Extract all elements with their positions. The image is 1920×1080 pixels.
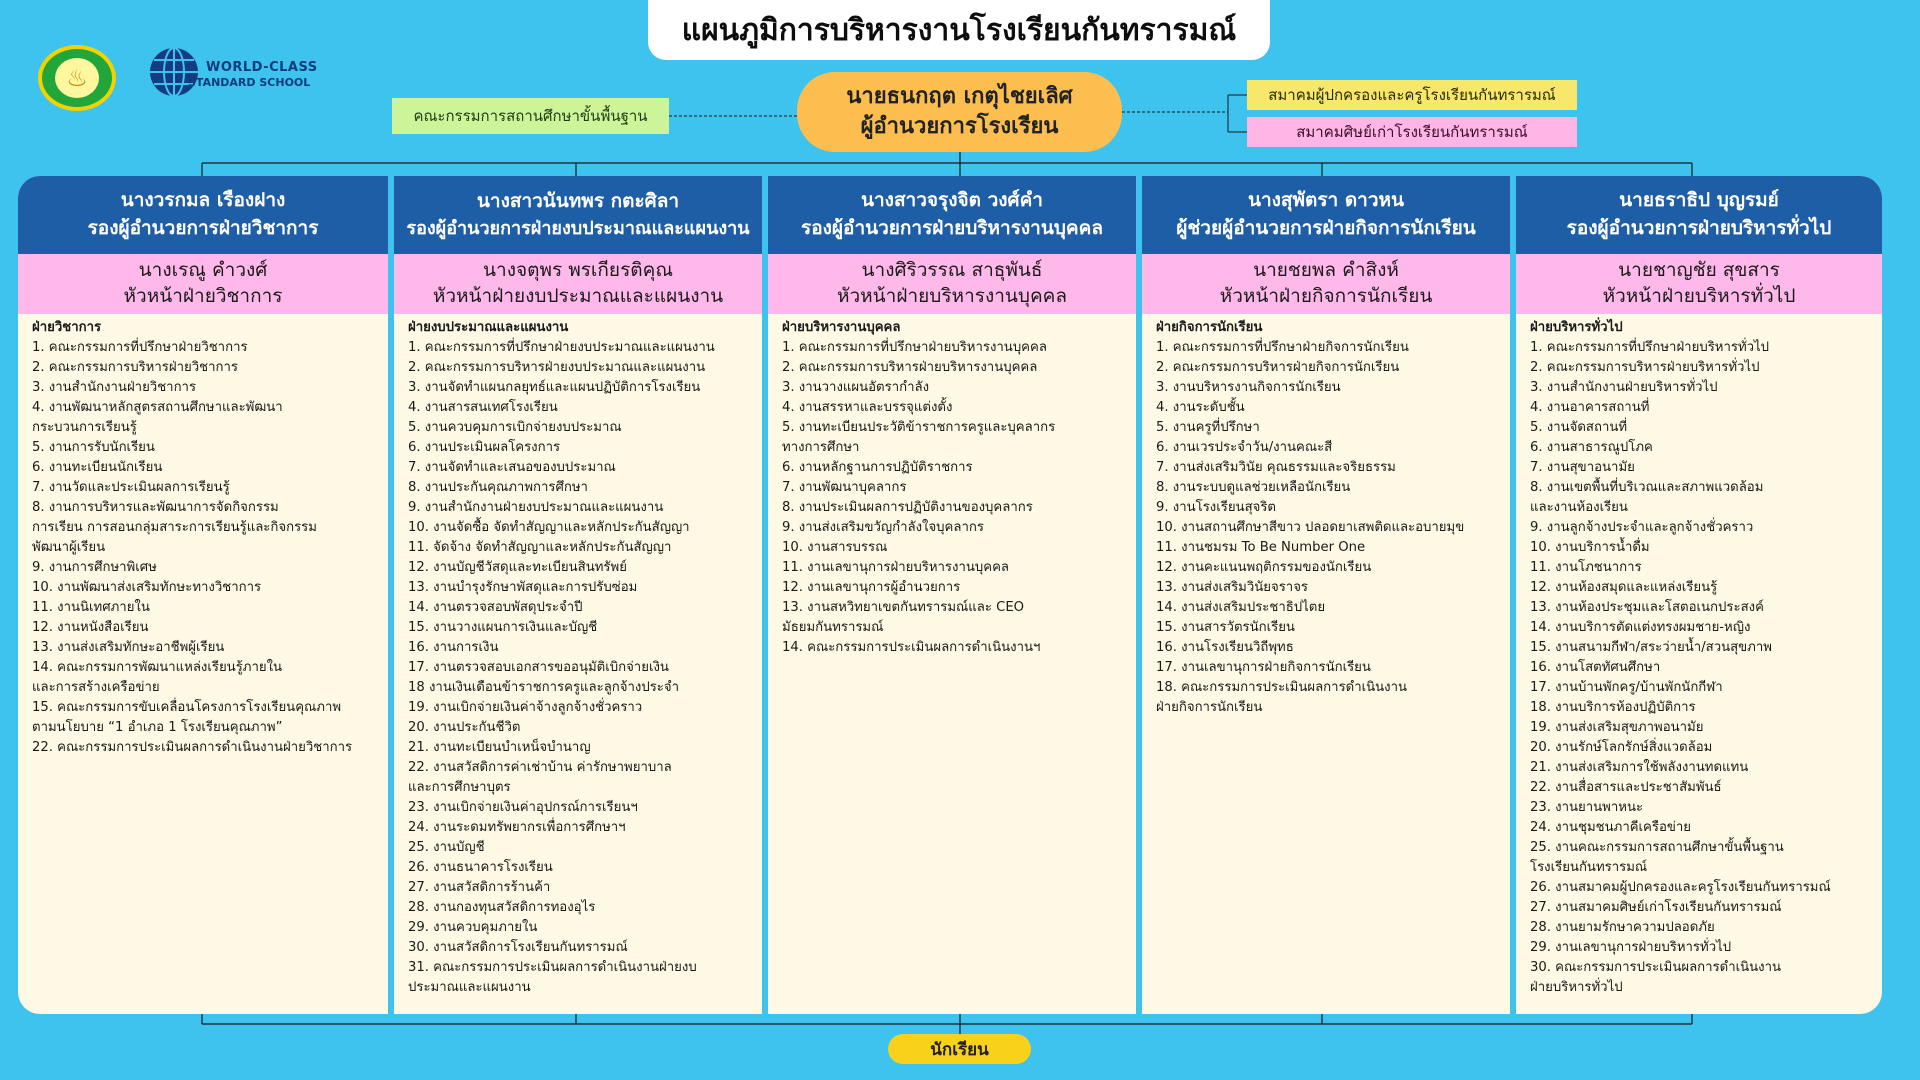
head-role: รองผู้อำนวยการฝ่ายงบประมาณและแผนงาน [406, 217, 750, 239]
dept-title: ฝ่ายบริหารทั่วไป [1530, 320, 1623, 335]
task-list-item: 13. งานสหวิทยาเขตกันทรารมณ์และ CEO [782, 600, 1025, 615]
task-list-item: กระบวนการเรียนรู้ [32, 420, 137, 435]
alumni-association-box: สมาคมศิษย์เก่าโรงเรียนกันทรารมณ์ [1247, 117, 1577, 147]
task-list-item: 26. งานธนาคารโรงเรียน [408, 860, 553, 875]
task-list-item: 5. งานจัดสถานที่ [1530, 420, 1628, 435]
task-list-item: 10. งานสารบรรณ [782, 540, 888, 555]
task-list-item: 16. งานโรงเรียนวิถีพุทธ [1156, 640, 1294, 655]
task-list-item: 22. งานสื่อสารและประชาสัมพันธ์ [1530, 780, 1722, 795]
sub-name: นางเรณู คำวงศ์ [138, 259, 268, 282]
task-list-item: 14. คณะกรรมการประเมินผลการดำเนินงานฯ [782, 640, 1041, 655]
sub-name: นายชยพล คำสิงห์ [1253, 259, 1399, 282]
column-head [1516, 176, 1882, 254]
task-list-item: 9. งานสำนักงานฝ่ายงบประมาณและแผนงาน [408, 500, 664, 515]
world-class-school-logo [148, 44, 318, 104]
task-list [782, 338, 1126, 658]
dept-title: ฝ่ายบริหารงานบุคคล [782, 320, 901, 335]
column-head [18, 176, 388, 254]
task-list-item: 27. งานสมาคมศิษย์เก่าโรงเรียนกันทรารมณ์ [1530, 900, 1782, 915]
head-role: รองผู้อำนวยการฝ่ายบริหารทั่วไป [1566, 217, 1832, 239]
head-role: รองผู้อำนวยการฝ่ายวิชาการ [87, 217, 319, 239]
task-list-item: ฝ่ายกิจการนักเรียน [1156, 700, 1263, 715]
task-list-item: 23. งานเบิกจ่ายเงินค่าอุปกรณ์การเรียนฯ [408, 800, 638, 815]
column-academic [18, 176, 388, 1014]
school-seal-logo [38, 45, 116, 111]
task-list-item: 7. งานส่งเสริมวินัย คุณธรรมและจริยธรรม [1156, 460, 1396, 475]
task-list-item: 7. งานพัฒนาบุคลากร [782, 480, 907, 495]
task-list [1156, 338, 1500, 718]
task-list-item: 12. งานบัญชีวัสดุและทะเบียนสินทรัพย์ [408, 560, 627, 575]
task-list-item: 4. งานสรรหาและบรรจุแต่งตั้ง [782, 400, 953, 415]
task-list-item: 4. งานสารสนเทศโรงเรียน [408, 400, 558, 415]
column-student-affairs [1142, 176, 1510, 1014]
task-list-item: 2. คณะกรรมการบริหารฝ่ายงบประมาณและแผนงาน [408, 360, 706, 375]
task-list [1530, 338, 1872, 998]
task-list-item: 22. คณะกรรมการประเมินผลการดำเนินงานฝ่ายวิชาการ [32, 740, 353, 755]
task-list-item: 11. งานชมรม To Be Number One [1156, 540, 1366, 555]
task-list-item: 21. งานส่งเสริมการใช้พลังงานทดแทน [1530, 760, 1749, 775]
task-list-item: 11. จัดจ้าง จัดทำสัญญาและหลักประกันสัญญา [408, 540, 672, 555]
task-list-item: 1. คณะกรรมการที่ปรึกษาฝ่ายบริหารทั่วไป [1530, 340, 1770, 355]
head-name: นางสาวจรุงจิต วงศ์คำ [861, 189, 1043, 212]
task-list-item: 6. งานประเมินผลโครงการ [408, 440, 561, 455]
task-list-item: มัธยมกันทรารมณ์ [782, 620, 884, 635]
task-list-item: 17. งานเลขานุการฝ่ายกิจการนักเรียน [1156, 660, 1371, 675]
task-list-item: 9. งานการศึกษาพิเศษ [32, 560, 157, 575]
column-body [18, 314, 388, 758]
task-list-item: 8. งานระบบดูแลช่วยเหลือนักเรียน [1156, 480, 1351, 495]
task-list-item: 15. งานสนามกีฬา/สระว่ายน้ำ/สวนสุขภาพ [1530, 640, 1772, 655]
task-list-item: พัฒนาผู้เรียน [32, 540, 106, 555]
task-list-item: 5. งานควบคุมการเบิกจ่ายงบประมาณ [408, 420, 622, 435]
task-list-item: 8. งานประเมินผลการปฏิบัติงานของบุคลากร [782, 500, 1033, 515]
task-list-item: 14. งานตรวจสอบพัสดุประจำปี [408, 600, 583, 615]
task-list-item: 6. งานหลักฐานการปฏิบัติราชการ [782, 460, 973, 475]
task-list-item: และการศึกษาบุตร [408, 780, 511, 795]
task-list-item: 10. งานสถานศึกษาสีขาว ปลอดยาเสพติดและอบายมุข [1156, 520, 1465, 535]
task-list-item: 15. งานสารวัตรนักเรียน [1156, 620, 1295, 635]
task-list-item: 17. งานบ้านพักครู/บ้านพักนักกีฬา [1530, 680, 1723, 695]
column-body [394, 314, 762, 998]
wcss-line1: WORLD-CLASS [206, 60, 318, 75]
task-list-item: 7. งานวัดและประเมินผลการเรียนรู้ [32, 480, 230, 495]
task-list [32, 338, 378, 758]
task-list-item: 16. งานโสตทัศนศึกษา [1530, 660, 1661, 675]
task-list-item: 8. งานการบริหารและพัฒนาการจัดกิจกรรม [32, 500, 279, 515]
task-list-item: 14. งานบริการตัดแต่งทรงผมชาย-หญิง [1530, 620, 1751, 635]
task-list-item: ฝ่ายบริหารทั่วไป [1530, 980, 1623, 995]
column-body [1516, 314, 1882, 998]
task-list-item: 7. งานจัดทำและเสนอของบประมาณ [408, 460, 616, 475]
task-list-item: 14. คณะกรรมการพัฒนาแหล่งเรียนรู้ภายใน [32, 660, 283, 675]
column-general-admin [1516, 176, 1882, 1014]
task-list-item: 19. งานส่งเสริมสุขภาพอนามัย [1530, 720, 1704, 735]
task-list-item: 19. งานเบิกจ่ายเงินค่าจ้างลูกจ้างชั่วคราว [408, 700, 643, 715]
column-personnel [768, 176, 1136, 1014]
task-list-item: 30. คณะกรรมการประเมินผลการดำเนินงาน [1530, 960, 1782, 975]
task-list-item: 2. คณะกรรมการบริหารฝ่ายบริหารงานบุคคล [782, 360, 1038, 375]
task-list-item: 13. งานส่งเสริมทักษะอาชีพผู้เรียน [32, 640, 225, 655]
sub-name: นายชาญชัย สุขสาร [1618, 259, 1780, 282]
column-head [768, 176, 1136, 254]
task-list-item: 12. งานคะแนนพฤติกรรมของนักเรียน [1156, 560, 1372, 575]
task-list-item: ตามนโยบาย “1 อำเภอ 1 โรงเรียนคุณภาพ” [32, 720, 283, 735]
task-list-item: 8. งานประกันคุณภาพการศึกษา [408, 480, 588, 495]
task-list-item: 11. งานนิเทศภายใน [32, 600, 150, 615]
task-list-item: 3. งานสำนักงานฝ่ายวิชาการ [32, 380, 197, 395]
departments-panel [18, 176, 1882, 1014]
column-subhead [768, 254, 1136, 314]
task-list-item: 4. งานอาคารสถานที่ [1530, 400, 1650, 415]
director-role: ผู้อำนวยการโรงเรียน [860, 114, 1059, 139]
task-list-item: 4. งานระดับชั้น [1156, 400, 1245, 415]
task-list-item: และการสร้างเครือข่าย [32, 680, 160, 695]
task-list-item: 9. งานลูกจ้างประจำและลูกจ้างชั่วคราว [1530, 520, 1754, 535]
task-list-item: 30. งานสวัสดิการโรงเรียนกันทรารมณ์ [408, 940, 628, 955]
dept-title: ฝ่ายงบประมาณและแผนงาน [408, 320, 569, 335]
task-list-item: 29. งานเลขานุการฝ่ายบริหารทั่วไป [1530, 940, 1732, 955]
students-box: นักเรียน [888, 1034, 1031, 1064]
sub-role: หัวหน้าฝ่ายบริหารทั่วไป [1602, 285, 1796, 307]
torch-icon: ♨ [55, 58, 99, 98]
task-list-item: 3. งานวางแผนอัตรากำลัง [782, 380, 930, 395]
task-list-item: 12. งานหนังสือเรียน [32, 620, 149, 635]
task-list-item: 5. งานทะเบียนประวัติข้าราชการครูและบุคลากร [782, 420, 1056, 435]
director-name: นายธนกฤต เกตุไชยเลิศ [846, 84, 1073, 110]
task-list-item: 3. งานสำนักงานฝ่ายบริหารทั่วไป [1530, 380, 1718, 395]
task-list-item: 1. คณะกรรมการที่ปรึกษาฝ่ายบริหารงานบุคคล [782, 340, 1047, 355]
task-list-item: 13. งานส่งเสริมวินัยจราจร [1156, 580, 1309, 595]
task-list-item: 5. งานการรับนักเรียน [32, 440, 155, 455]
task-list-item: 18. งานบริการห้องปฏิบัติการ [1530, 700, 1696, 715]
task-list-item: 10. งานจัดซื้อ จัดทำสัญญาและหลักประกันสัญญา [408, 520, 690, 535]
task-list-item: 24. งานระดมทรัพยากรเพื่อการศึกษาฯ [408, 820, 626, 835]
task-list-item: 18. คณะกรรมการประเมินผลการดำเนินงาน [1156, 680, 1408, 695]
task-list-item: 2. คณะกรรมการบริหารฝ่ายวิชาการ [32, 360, 238, 375]
sub-name: นางศิริวรรณ สาธุพันธ์ [861, 259, 1043, 282]
column-subhead [1142, 254, 1510, 314]
task-list-item: 14. งานส่งเสริมประชาธิปไตย [1156, 600, 1326, 615]
task-list-item: 10. งานบริการน้ำดื่ม [1530, 540, 1650, 555]
column-head [394, 176, 762, 254]
task-list-item: โรงเรียนกันทรารมณ์ [1530, 860, 1648, 875]
task-list-item: 18 งานเงินเดือนข้าราชการครูและลูกจ้างประจำ [408, 680, 680, 695]
task-list-item: 11. งานเลขานุการฝ่ายบริหารงานบุคคล [782, 560, 1009, 575]
task-list-item: 2. คณะกรรมการบริหารฝ่ายบริหารทั่วไป [1530, 360, 1760, 375]
task-list-item: 1. คณะกรรมการที่ปรึกษาฝ่ายวิชาการ [32, 340, 248, 355]
task-list-item: 22. งานสวัสดิการค่าเช่าบ้าน ค่ารักษาพยาบาล [408, 760, 672, 775]
task-list-item: 6. งานเวรประจำวัน/งานคณะสี [1156, 440, 1333, 455]
task-list-item: 20. งานประกันชีวิต [408, 720, 521, 735]
column-head [1142, 176, 1510, 254]
task-list-item: 9. งานส่งเสริมขวัญกำลังใจบุคลากร [782, 520, 984, 535]
task-list-item: 6. งานทะเบียนนักเรียน [32, 460, 163, 475]
task-list-item: 21. งานทะเบียนบำเหน็จบำนาญ [408, 740, 591, 755]
task-list-item: 12. งานห้องสมุดและแหล่งเรียนรู้ [1530, 580, 1718, 595]
sub-name: นางจตุพร พรเกียรติคุณ [483, 259, 673, 282]
task-list-item: 17. งานตรวจสอบเอกสารขออนุมัติเบิกจ่ายเงิน [408, 660, 669, 675]
column-body [768, 314, 1136, 658]
sub-role: หัวหน้าฝ่ายงบประมาณและแผนงาน [432, 285, 724, 307]
task-list-item: 4. งานพัฒนาหลักสูตรสถานศึกษาและพัฒนา [32, 400, 283, 415]
task-list-item: 11. งานโภชนาการ [1530, 560, 1642, 575]
task-list-item: 10. งานพัฒนาส่งเสริมทักษะทางวิชาการ [32, 580, 262, 595]
task-list-item: 24. งานชุมชนภาคีเครือข่าย [1530, 820, 1692, 835]
column-subhead [1516, 254, 1882, 314]
task-list-item: 13. งานบำรุงรักษาพัสดุและการปรับซ่อม [408, 580, 638, 595]
task-list-item: 12. งานเลขานุการผู้อำนวยการ [782, 580, 961, 595]
head-role: ผู้ช่วยผู้อำนวยการฝ่ายกิจการนักเรียน [1176, 217, 1476, 239]
task-list-item: 2. คณะกรรมการบริหารฝ่ายกิจการนักเรียน [1156, 360, 1400, 375]
director-box [797, 72, 1122, 152]
sub-role: หัวหน้าฝ่ายบริหารงานบุคคล [836, 285, 1068, 307]
task-list-item: 29. งานควบคุมภายใน [408, 920, 538, 935]
page-title: แผนภูมิการบริหารงานโรงเรียนกันทรารมณ์ [648, 0, 1270, 60]
task-list-item: 16. งานการเงิน [408, 640, 499, 655]
column-subhead [394, 254, 762, 314]
parent-teacher-association-box: สมาคมผู้ปกครองและครูโรงเรียนกันทรารมณ์ [1247, 80, 1577, 110]
head-name: นางสาวนันทพร กตะศิลา [476, 190, 680, 213]
sub-role: หัวหน้าฝ่ายวิชาการ [123, 285, 283, 307]
task-list-item: 3. งานบริหารงานกิจการนักเรียน [1156, 380, 1341, 395]
task-list-item: 23. งานยานพาหนะ [1530, 800, 1644, 815]
task-list-item: 28. งานกองทุนสวัสดิการทองอุไร [408, 900, 596, 915]
task-list-item: 1. คณะกรรมการที่ปรึกษาฝ่ายกิจการนักเรียน [1156, 340, 1409, 355]
task-list-item: 15. งานวางแผนการเงินและบัญชี [408, 620, 598, 635]
dept-title: ฝ่ายวิชาการ [32, 320, 102, 335]
task-list-item: 1. คณะกรรมการที่ปรึกษาฝ่ายงบประมาณและแผนงาน [408, 340, 715, 355]
globe-icon [148, 44, 204, 100]
wcss-line2: STANDARD SCHOOL [188, 76, 311, 89]
head-name: นางวรกมล เรืองฝาง [120, 189, 286, 212]
task-list-item: 27. งานสวัสดิการร้านค้า [408, 880, 551, 895]
task-list-item: 28. งานยามรักษาความปลอดภัย [1530, 920, 1715, 935]
task-list-item: 25. งานบัญชี [408, 840, 485, 855]
task-list-item: 5. งานครูที่ปรึกษา [1156, 420, 1260, 435]
column-subhead [18, 254, 388, 314]
head-role: รองผู้อำนวยการฝ่ายบริหารงานบุคคล [801, 217, 1103, 239]
task-list-item: 6. งานสาธารณูปโภค [1530, 440, 1653, 455]
column-budget [394, 176, 762, 1014]
task-list-item: 7. งานสุขาอนามัย [1530, 460, 1635, 475]
task-list-item: 3. งานจัดทำแผนกลยุทธ์และแผนปฏิบัติการโรงเรียน [408, 380, 701, 395]
task-list-item: 8. งานเขตพื้นที่บริเวณและสภาพแวดล้อม [1530, 480, 1764, 495]
task-list-item: 25. งานคณะกรรมการสถานศึกษาขั้นพื้นฐาน [1530, 840, 1784, 855]
task-list [408, 338, 752, 998]
basic-education-board-box: คณะกรรมการสถานศึกษาขั้นพื้นฐาน [392, 98, 669, 134]
task-list-item: ประมาณและแผนงาน [408, 980, 531, 995]
task-list-item: 9. งานโรงเรียนสุจริต [1156, 500, 1276, 515]
task-list-item: ทางการศึกษา [782, 440, 860, 455]
sub-role: หัวหน้าฝ่ายกิจการนักเรียน [1219, 285, 1433, 307]
task-list-item: 20. งานรักษ์โลกรักษ์สิ่งแวดล้อม [1530, 740, 1713, 755]
dept-title: ฝ่ายกิจการนักเรียน [1156, 320, 1263, 335]
task-list-item: และงานห้องเรียน [1530, 500, 1628, 515]
column-body [1142, 314, 1510, 718]
task-list-item: 26. งานสมาคมผู้ปกครองและครูโรงเรียนกันทรารมณ์ [1530, 880, 1831, 895]
head-name: นายธราธิป บุญรมย์ [1619, 189, 1779, 212]
head-name: นางสุพัตรา ดาวหน [1247, 189, 1405, 212]
task-list-item: 15. คณะกรรมการขับเคลื่อนโครงการโรงเรียนคุณภาพ [32, 700, 342, 715]
task-list-item: 13. งานห้องประชุมและโสตอเนกประสงค์ [1530, 600, 1764, 615]
task-list-item: การเรียน การสอนกลุ่มสาระการเรียนรู้และกิจกรรม [32, 520, 317, 535]
task-list-item: 31. คณะกรรมการประเมินผลการดำเนินงานฝ่ายงบ [408, 960, 697, 975]
